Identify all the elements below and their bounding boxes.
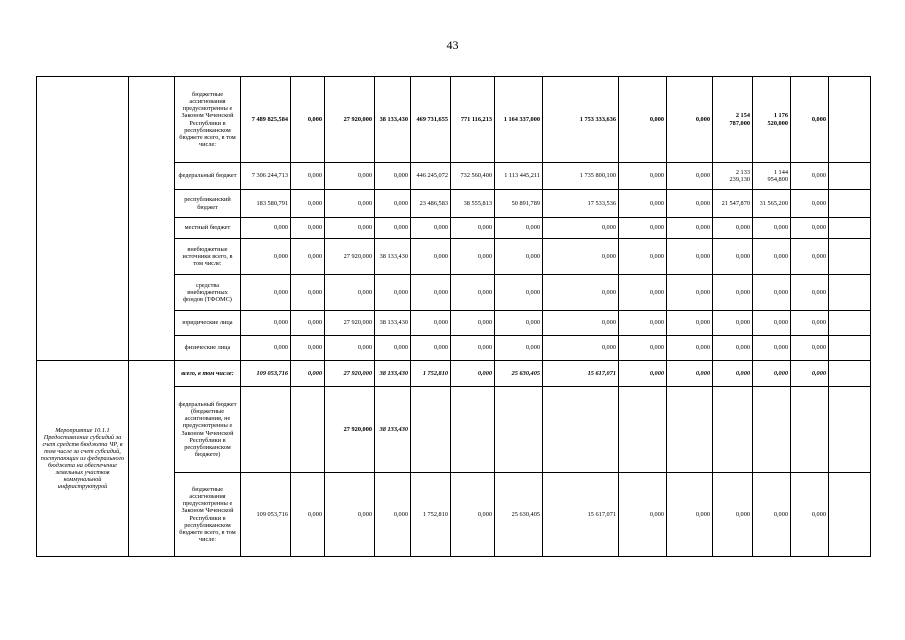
value-cell: 0,000 [451, 361, 495, 387]
empty-cell [829, 387, 871, 473]
value-cell: 38 555,813 [451, 190, 495, 218]
value-cell: 0,000 [667, 275, 713, 311]
value-cell: 109 053,716 [241, 473, 291, 557]
value-cell: 0,000 [791, 275, 829, 311]
value-cell: 0,000 [667, 336, 713, 361]
value-cell: 0,000 [619, 473, 667, 557]
value-cell: 0,000 [375, 275, 411, 311]
value-cell: 0,000 [291, 361, 325, 387]
value-cell: 17 533,536 [543, 190, 619, 218]
funding-source-cell: средства внебюджетных фондов (ТФОМС) [175, 275, 241, 311]
value-cell: 183 580,791 [241, 190, 291, 218]
value-cell: 0,000 [619, 336, 667, 361]
value-cell: 469 731,655 [411, 77, 451, 163]
value-cell: 446 245,072 [411, 163, 451, 190]
value-cell: 27 920,000 [325, 311, 375, 336]
activity-name-cell: Мероприятие 10.1.1 Предоставление субсидий за счет средств бюджета ЧР, в том числе за счет субсидий, поступающих из федерального бюджета на обеспечение земельных участков коммунальной инфраструктурой [37, 361, 129, 557]
value-cell: 0,000 [411, 239, 451, 275]
value-cell: 0,000 [667, 190, 713, 218]
value-cell: 1 752,810 [411, 361, 451, 387]
empty-cell [829, 218, 871, 239]
value-cell: 0,000 [451, 275, 495, 311]
value-cell: 0,000 [241, 239, 291, 275]
value-cell: 0,000 [753, 336, 791, 361]
empty-cell [129, 361, 175, 557]
value-cell: 38 133,430 [375, 361, 411, 387]
value-cell: 0,000 [291, 473, 325, 557]
value-cell: 0,000 [291, 218, 325, 239]
funding-source-cell: федеральный бюджет (бюджетные ассигнования, не предусмотренны е Законом Чеченской Республики в республиканском бюджете) [175, 387, 241, 473]
value-cell: 15 617,071 [543, 361, 619, 387]
value-cell: 1 176 520,000 [753, 77, 791, 163]
empty-cell [829, 163, 871, 190]
value-cell: 0,000 [291, 275, 325, 311]
value-cell: 0,000 [375, 163, 411, 190]
table-row [37, 77, 871, 163]
value-cell: 0,000 [325, 275, 375, 311]
funding-source-cell: республиканский бюджет [175, 190, 241, 218]
value-cell: 0,000 [791, 336, 829, 361]
empty-cell [829, 190, 871, 218]
value-cell: 0,000 [713, 239, 753, 275]
page-number: 43 [446, 38, 459, 52]
empty-cell [829, 311, 871, 336]
funding-source-cell: бюджетные ассигнования предусмотренны е Законом Чеченской Республики в республиканском бюджете всего, в том числе: [175, 473, 241, 557]
value-cell: 38 133,430 [375, 311, 411, 336]
value-cell: 0,000 [375, 190, 411, 218]
value-cell [791, 387, 829, 473]
empty-cell [829, 361, 871, 387]
budget-table [36, 76, 871, 557]
value-cell: 1 113 445,211 [495, 163, 543, 190]
value-cell: 0,000 [791, 473, 829, 557]
value-cell: 0,000 [753, 239, 791, 275]
value-cell: 0,000 [495, 239, 543, 275]
empty-cell [829, 336, 871, 361]
value-cell: 0,000 [543, 336, 619, 361]
value-cell: 0,000 [619, 275, 667, 311]
value-cell: 0,000 [753, 218, 791, 239]
value-cell: 2 154 787,000 [713, 77, 753, 163]
value-cell: 0,000 [325, 336, 375, 361]
value-cell: 0,000 [619, 361, 667, 387]
funding-source-cell: физические лица [175, 336, 241, 361]
value-cell: 0,000 [543, 311, 619, 336]
value-cell: 1 753 333,636 [543, 77, 619, 163]
value-cell: 0,000 [291, 311, 325, 336]
value-cell [753, 387, 791, 473]
value-cell: 0,000 [411, 336, 451, 361]
value-cell [495, 387, 543, 473]
value-cell [667, 387, 713, 473]
value-cell: 25 630,405 [495, 361, 543, 387]
value-cell: 0,000 [411, 218, 451, 239]
value-cell: 0,000 [325, 190, 375, 218]
value-cell: 771 116,213 [451, 77, 495, 163]
value-cell: 0,000 [495, 336, 543, 361]
value-cell: 0,000 [291, 163, 325, 190]
value-cell: 38 133,430 [375, 77, 411, 163]
value-cell: 0,000 [375, 336, 411, 361]
value-cell: 0,000 [753, 311, 791, 336]
value-cell: 0,000 [241, 275, 291, 311]
value-cell: 0,000 [753, 275, 791, 311]
value-cell: 25 630,405 [495, 473, 543, 557]
value-cell [619, 387, 667, 473]
value-cell: 0,000 [451, 218, 495, 239]
value-cell: 0,000 [619, 190, 667, 218]
value-cell: 0,000 [713, 361, 753, 387]
value-cell: 0,000 [495, 311, 543, 336]
value-cell: 23 486,583 [411, 190, 451, 218]
value-cell: 0,000 [325, 473, 375, 557]
value-cell: 31 565,200 [753, 190, 791, 218]
funding-source-cell: всего, в том числе: [175, 361, 241, 387]
value-cell: 0,000 [791, 77, 829, 163]
value-cell: 27 920,000 [325, 387, 375, 473]
value-cell: 0,000 [375, 218, 411, 239]
funding-source-cell: внебюджетные источники всего, в том числе: [175, 239, 241, 275]
value-cell [713, 387, 753, 473]
value-cell: 0,000 [451, 473, 495, 557]
value-cell: 0,000 [667, 218, 713, 239]
empty-cell [37, 77, 129, 361]
value-cell: 0,000 [619, 163, 667, 190]
value-cell: 0,000 [241, 218, 291, 239]
value-cell: 0,000 [325, 163, 375, 190]
value-cell: 1 164 337,000 [495, 77, 543, 163]
value-cell: 38 133,430 [375, 387, 411, 473]
value-cell: 0,000 [713, 218, 753, 239]
value-cell: 0,000 [667, 473, 713, 557]
value-cell: 0,000 [791, 361, 829, 387]
value-cell: 7 489 825,584 [241, 77, 291, 163]
empty-cell [829, 239, 871, 275]
value-cell: 27 920,000 [325, 239, 375, 275]
empty-cell [829, 275, 871, 311]
value-cell: 21 547,870 [713, 190, 753, 218]
table-row [37, 361, 871, 387]
value-cell: 0,000 [291, 336, 325, 361]
funding-source-cell: местный бюджет [175, 218, 241, 239]
value-cell: 0,000 [713, 473, 753, 557]
value-cell: 0,000 [791, 163, 829, 190]
funding-source-cell: федеральный бюджет [175, 163, 241, 190]
value-cell: 0,000 [325, 218, 375, 239]
value-cell: 0,000 [791, 190, 829, 218]
funding-source-cell: бюджетные ассигнования предусмотренны е Законом Чеченской Республики в республиканском бюджете всего, в том числе: [175, 77, 241, 163]
value-cell: 0,000 [451, 311, 495, 336]
value-cell: 0,000 [543, 218, 619, 239]
value-cell: 27 920,000 [325, 77, 375, 163]
value-cell: 0,000 [667, 163, 713, 190]
value-cell: 7 306 244,713 [241, 163, 291, 190]
value-cell: 0,000 [791, 311, 829, 336]
value-cell: 0,000 [713, 311, 753, 336]
value-cell: 1 144 954,800 [753, 163, 791, 190]
value-cell: 0,000 [291, 77, 325, 163]
value-cell: 0,000 [241, 336, 291, 361]
value-cell: 2 133 239,130 [713, 163, 753, 190]
value-cell: 732 560,400 [451, 163, 495, 190]
funding-source-cell: юридические лица [175, 311, 241, 336]
value-cell: 38 133,430 [375, 239, 411, 275]
value-cell: 0,000 [291, 239, 325, 275]
value-cell [451, 387, 495, 473]
value-cell: 0,000 [667, 311, 713, 336]
value-cell: 0,000 [619, 77, 667, 163]
value-cell [411, 387, 451, 473]
value-cell: 0,000 [411, 275, 451, 311]
value-cell: 0,000 [241, 311, 291, 336]
value-cell [543, 387, 619, 473]
value-cell: 50 891,789 [495, 190, 543, 218]
value-cell: 0,000 [667, 239, 713, 275]
value-cell: 0,000 [543, 275, 619, 311]
value-cell: 15 617,071 [543, 473, 619, 557]
value-cell: 0,000 [451, 239, 495, 275]
value-cell: 0,000 [619, 218, 667, 239]
value-cell: 1 735 800,100 [543, 163, 619, 190]
value-cell: 0,000 [753, 473, 791, 557]
value-cell: 0,000 [411, 311, 451, 336]
value-cell: 109 053,716 [241, 361, 291, 387]
empty-cell [829, 77, 871, 163]
value-cell: 27 920,000 [325, 361, 375, 387]
value-cell: 0,000 [495, 275, 543, 311]
value-cell: 0,000 [791, 218, 829, 239]
value-cell: 0,000 [667, 361, 713, 387]
value-cell: 1 752,810 [411, 473, 451, 557]
value-cell: 0,000 [291, 190, 325, 218]
value-cell: 0,000 [375, 473, 411, 557]
value-cell: 0,000 [451, 336, 495, 361]
value-cell: 0,000 [713, 275, 753, 311]
value-cell: 0,000 [619, 239, 667, 275]
value-cell: 0,000 [667, 77, 713, 163]
empty-cell [129, 77, 175, 361]
value-cell: 0,000 [619, 311, 667, 336]
value-cell: 0,000 [543, 239, 619, 275]
value-cell [291, 387, 325, 473]
value-cell: 0,000 [791, 239, 829, 275]
value-cell: 0,000 [495, 218, 543, 239]
value-cell [241, 387, 291, 473]
empty-cell [829, 473, 871, 557]
value-cell: 0,000 [713, 336, 753, 361]
value-cell: 0,000 [753, 361, 791, 387]
